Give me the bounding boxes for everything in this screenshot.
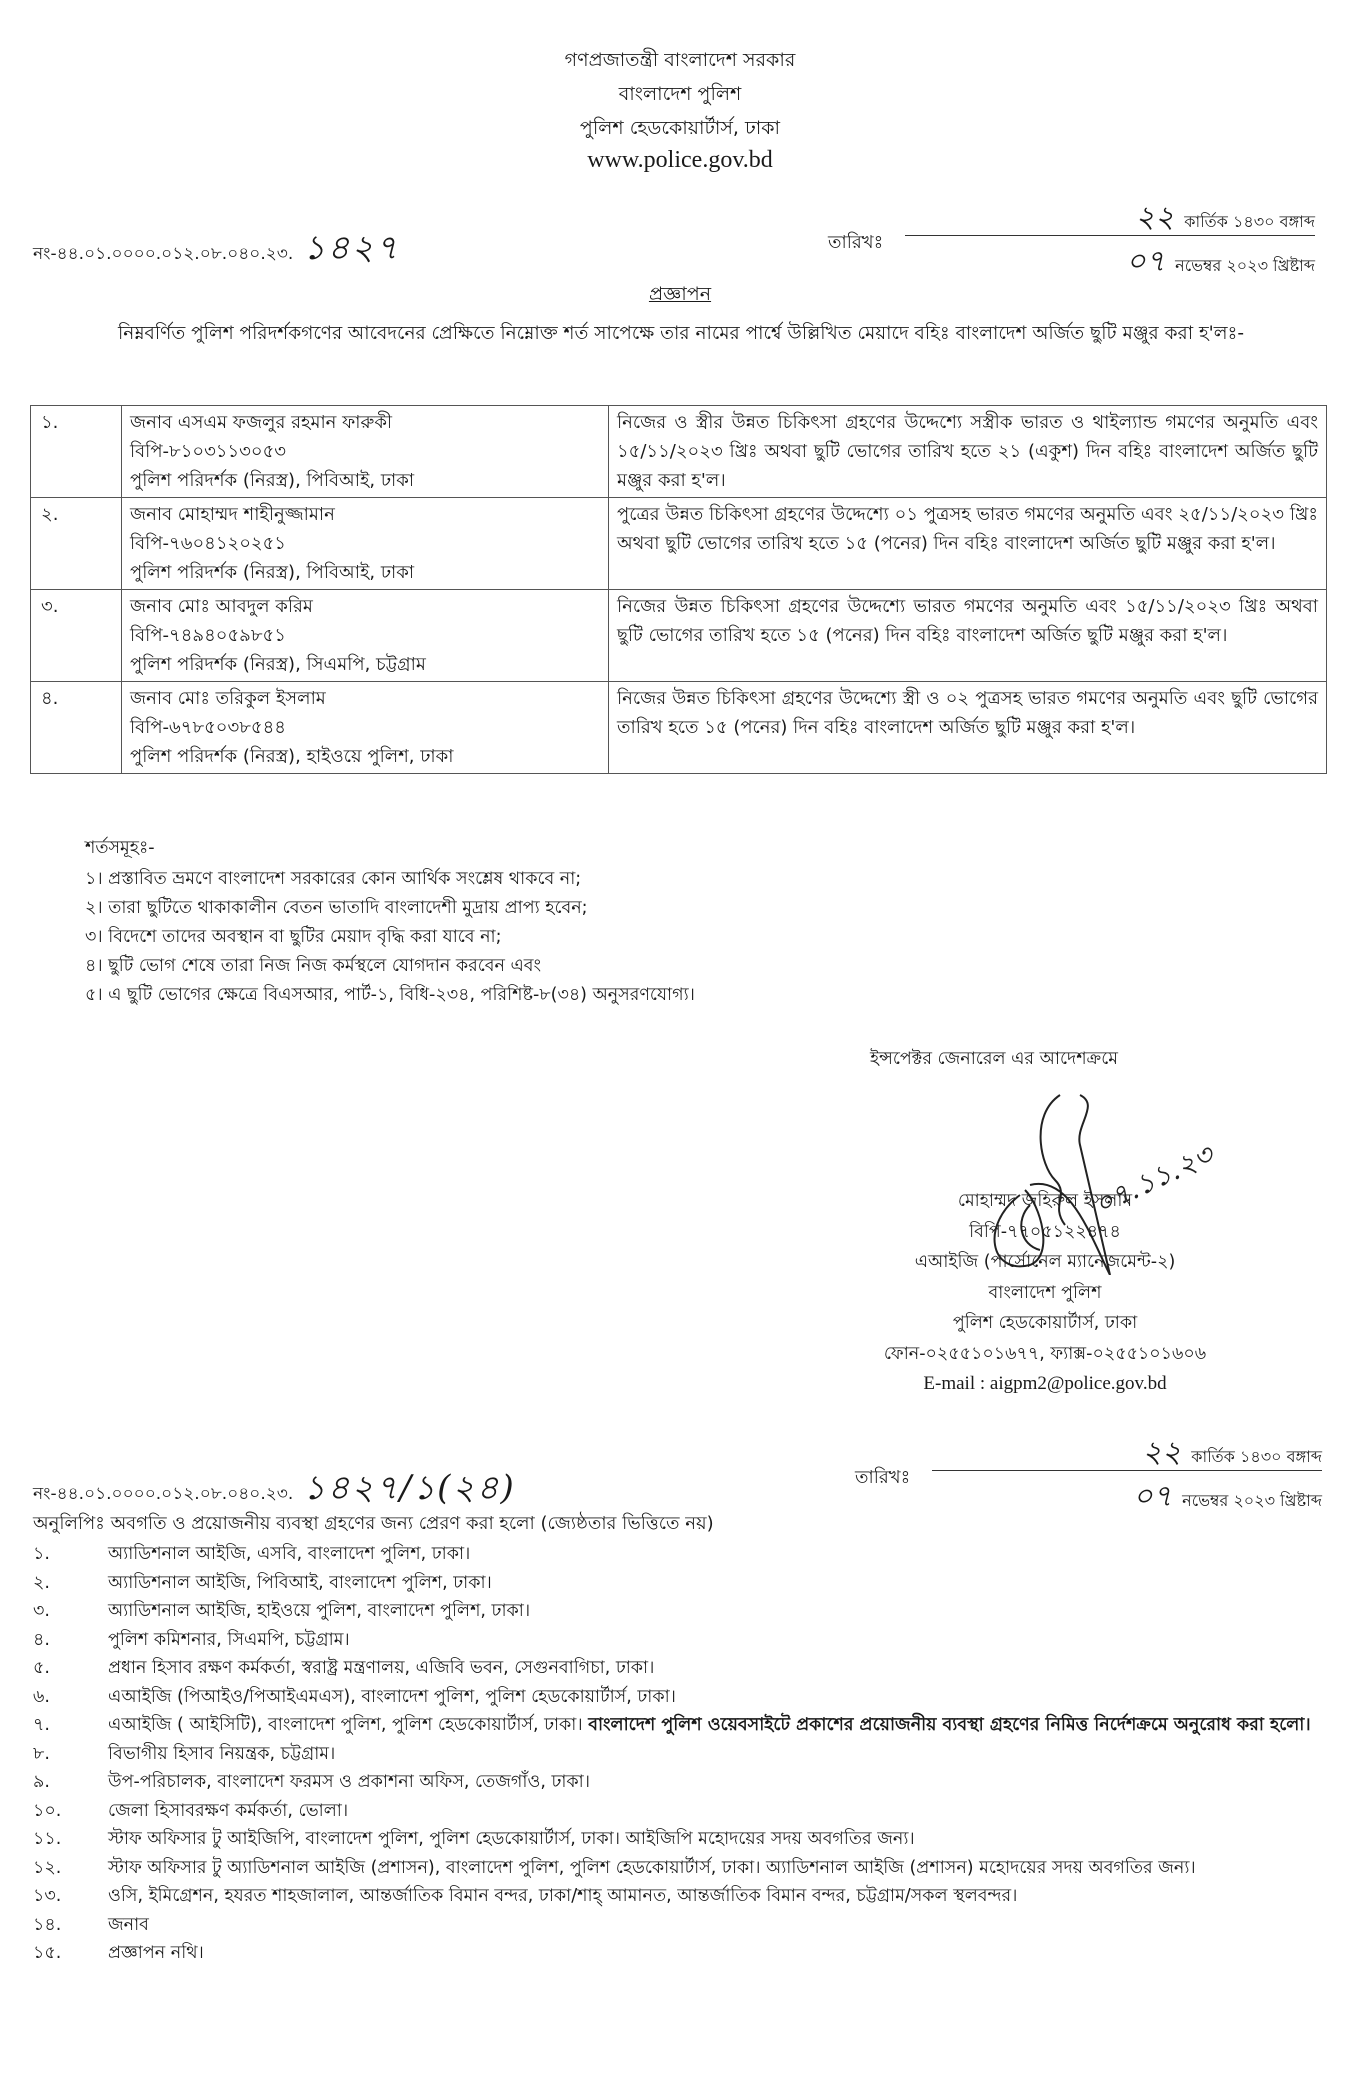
copy-to-recipient: পুলিশ কমিশনার, সিএমপি, চট্টগ্রাম। [108,1629,350,1650]
grant-serial: ২. [31,498,122,590]
officer-bp-number: বিপি-৭৬০৪১২০২৫১ [130,533,286,554]
grant-officer [122,590,609,682]
copy-date-gregorian-day: ০৭ [1133,1479,1173,1514]
signer-organization: বাংলাদেশ পুলিশ [988,1282,1102,1303]
copy-to-text [108,1683,1333,1712]
copy-memo-number-handwritten: ১৪২৭/১(২৪) [303,1468,516,1508]
copy-to-text [108,1854,1333,1883]
copy-to-item [33,1854,1333,1883]
signer-designation: এআইজি (পার্সোনেল ম্যানেজমেন্ট-২) [914,1252,1176,1272]
copy-to-text [108,1740,1333,1769]
document-title: প্রজ্ঞাপন [648,283,712,305]
officer-post: পুলিশ পরিদর্শক (নিরস্ত্র), পিবিআই, ঢাকা [130,562,415,583]
copy-to-number: ১. [33,1544,50,1564]
officer-post: পুলিশ পরিদর্শক (নিরস্ত্র), পিবিআই, ঢাকা [130,470,415,491]
date-divider [905,235,1315,236]
grant-officer [122,406,609,498]
signer-bp-number: বিপি-৭৭০৫১২২৪৭৪ [969,1221,1121,1242]
signer-office: পুলিশ হেডকোয়ার্টার্স, ঢাকা [952,1313,1138,1333]
copy-to-text [108,1882,1333,1911]
grant-details: নিজের উন্নত চিকিৎসা গ্রহণের উদ্দেশ্যে ভারত গমণের অনুমতি এবং ১৫/১১/২০২৩ খ্রিঃ অথবা ছুটি ভোগের তারিখ হতে ১৫ (পনের) দিন বহিঃ বাংলাদেশ অর্জিত ছুটি মঞ্জুর করা হ'ল। [609,590,1327,682]
copy-date-gregorian [1133,1472,1322,1523]
copy-to-item [33,1683,1333,1712]
copy-to-text [108,1797,1333,1826]
copy-to-recipient: জেলা হিসাবরক্ষণ কর্মকর্তা, ভোলা। [108,1800,349,1821]
copy-to-recipient: অ্যাডিশনাল আইজি, এসবি, বাংলাদেশ পুলিশ, ঢাকা। [108,1544,471,1564]
condition-item: ৪। ছুটি ভোগ শেষে তারা নিজ নিজ কর্মস্থলে যোগদান করবেন এবং [85,956,542,976]
grant-details: নিজের ও স্ত্রীর উন্নত চিকিৎসা গ্রহণের উদ্দেশ্যে সস্ত্রীক ভারত ও থাইল্যান্ড গমণের অনুমতি এবং ১৫/১১/২০২৩ খ্রিঃ অথবা ছুটি ভোগের তারিখ হতে ২১ (একুশ) দিন বহিঃ বাংলাদেশ অর্জিত ছুটি মঞ্জুর করা হ'ল। [609,406,1327,498]
signer-block [830,1186,1260,1400]
copy-to-number: ৯. [33,1772,50,1792]
officer-bp-number: বিপি-৬৭৮৫০৩৮৫৪৪ [130,717,286,738]
copy-to-text [108,1825,1333,1854]
grant-details: পুত্রের উন্নত চিকিৎসা গ্রহণের উদ্দেশ্যে ০১ পুত্রসহ ভারত গমণের অনুমতি এবং ২৫/১১/২০২৩ খ্রিঃ অথবা ছুটি ভোগের তারিখ হতে ১৫ (পনের) দিন বহিঃ বাংলাদেশ অর্জিত ছুটি মঞ্জুর করা হ'ল। [609,498,1327,590]
date-gregorian-day: ০৭ [1126,244,1166,279]
officer-bp-number: বিপি-৮১০৩১১৩০৫৩ [130,441,286,462]
signer-phone-fax: ফোন-০২৫৫১০১৬৭৭, ফ্যাক্স-০২৫৫১০১৬০৬ [883,1343,1207,1364]
memo-number-handwritten: ১৪২৭ [303,228,400,268]
copy-to-text [108,1569,1333,1598]
copy-to-number: ৫. [33,1658,50,1678]
condition-item: ৩। বিদেশে তাদের অবস্থান বা ছুটির মেয়াদ বৃদ্ধি করা যাবে না; [85,927,502,947]
grant-officer [122,682,609,774]
copy-date-block [932,1428,1322,1514]
header-office: পুলিশ হেডকোয়ার্টার্স, ঢাকা [579,117,781,139]
copy-to-number: ১১. [33,1829,62,1849]
memo-number [33,222,400,279]
copy-to-number: ৪. [33,1629,50,1650]
copy-to-item [33,1597,1333,1626]
copy-to-text [108,1654,1333,1683]
copy-to-number: ১৪. [33,1914,62,1935]
copy-to-number: ১৫. [33,1943,62,1963]
copy-to-recipient: অ্যাডিশনাল আইজি, পিবিআই, বাংলাদেশ পুলিশ, ঢাকা। [108,1572,492,1593]
copy-to-recipient: এআইজি ( আইসিটি), বাংলাদেশ পুলিশ, পুলিশ হেডকোয়ার্টার্স, ঢাকা। [108,1715,589,1735]
copy-to-number: ২. [33,1572,50,1593]
copy-to-recipient: এআইজি (পিআইও/পিআইএমএস), বাংলাদেশ পুলিশ, পুলিশ হেডকোয়ার্টার্স, ঢাকা। [108,1686,676,1707]
grant-serial: ১. [31,406,122,498]
header-government: গণপ্রজাতন্ত্রী বাংলাদেশ সরকার [564,49,796,71]
copy-to-text [108,1768,1333,1797]
officer-bp-number: বিপি-৭৪৯৪০৫৯৮৫১ [130,625,286,646]
copy-to-item [33,1939,1333,1968]
copy-date-bangla-day: ২২ [1142,1435,1182,1470]
copy-to-recipient: উপ-পরিচালক, বাংলাদেশ ফরমস ও প্রকাশনা অফিস, তেজগাঁও, ঢাকা। [108,1772,591,1792]
copy-to-item [33,1540,1333,1569]
copy-to-text [108,1626,1333,1655]
copy-to-text [108,1939,1333,1968]
order-line: ইন্সপেক্টর জেনারেল এর আদেশক্রমে [870,1049,1118,1069]
copy-to-number: ৩. [33,1601,50,1621]
copy-to-recipient: বিভাগীয় হিসাব নিয়ন্ত্রক, চট্টগ্রাম। [108,1743,336,1764]
copy-to-number: ৬. [33,1686,50,1707]
memo-number-prefix: নং-৪৪.০১.০০০০.০১২.০৮.০৪০.২৩. [33,244,294,264]
copy-to-recipient: জনাব [108,1914,149,1935]
date-bangla-month-year: কার্তিক ১৪৩০ বঙ্গাব্দ [1184,212,1315,231]
officer-name: জনাব মোঃ আবদুল করিম [130,596,313,617]
copy-to-item [33,1911,1333,1940]
copy-to-item [33,1569,1333,1598]
copy-memo-number-prefix: নং-৪৪.০১.০০০০.০১২.০৮.০৪০.২৩. [33,1484,294,1504]
signer-email: E-mail : aigpm2@police.gov.bd [923,1373,1167,1394]
leave-grant-table [30,405,1327,774]
grant-row [31,590,1327,682]
copy-to-item [33,1626,1333,1655]
copy-to-item [33,1654,1333,1683]
grant-serial: ৪. [31,682,122,774]
copy-to-recipient: ওসি, ইমিগ্রেশন, হযরত শাহজালাল, আন্তর্জাতিক বিমান বন্দর, ঢাকা/শাহ্ আমানত, আন্তর্জাতিক বিমান বন্দর, চট্টগ্রাম/সকল স্থলবন্দর। [108,1886,1018,1906]
copy-to-item [33,1711,1333,1740]
copy-date-divider [932,1470,1322,1471]
copy-date-label: তারিখঃ [855,1467,911,1488]
copy-to-number: ১৩. [33,1886,62,1906]
date-bangla-day: ২২ [1135,200,1175,235]
copy-to-recipient: স্টাফ অফিসার টু আইজিপি, বাংলাদেশ পুলিশ, পুলিশ হেডকোয়ার্টার্স, ঢাকা। আইজিপি মহোদয়ের সদয় অবগতির জন্য। [108,1829,915,1849]
copy-to-item [33,1797,1333,1826]
date-label: তারিখঃ [828,232,884,253]
copy-to-number: ৭. [33,1715,50,1735]
signer-name: মোহাম্মদ জহিরুল ইসলাম [957,1191,1133,1211]
copy-to-heading: অনুলিপিঃ অবগতি ও প্রয়োজনীয় ব্যবস্থা গ্রহণের জন্য প্রেরণ করা হলো (জ্যেষ্ঠতার ভিত্তিতে নয়) [33,1513,714,1534]
copy-to-number: ১২. [33,1857,62,1878]
grant-row [31,406,1327,498]
copy-to-recipient: অ্যাডিশনাল আইজি, হাইওয়ে পুলিশ, বাংলাদেশ পুলিশ, ঢাকা। [108,1601,531,1621]
copy-to-number: ১০. [33,1800,62,1821]
copy-to-text [108,1597,1333,1626]
condition-item: ২। তারা ছুটিতে থাকাকালীন বেতন ভাতাদি বাংলাদেশী মুদ্রায় প্রাপ্য হবেন; [85,898,588,918]
signature-date: ০৭.১১.২৩ [1089,1137,1219,1222]
header-website: www.police.gov.bd [587,147,773,173]
grant-row [31,498,1327,590]
copy-to-recipient: প্রধান হিসাব রক্ষণ কর্মকর্তা, স্বরাষ্ট্র মন্ত্রণালয়, এজিবি ভবন, সেগুনবাগিচা, ঢাকা। [108,1658,655,1678]
grant-serial: ৩. [31,590,122,682]
date-block [905,193,1315,279]
intro-paragraph: নিম্নবর্ণিত পুলিশ পরিদর্শকগণের আবেদনের প্রেক্ষিতে নিম্নোক্ত শর্ত সাপেক্ষে তার নামের পার্শ্বে উল্লিখিত মেয়াদে বহিঃ বাংলাদেশ অর্জিত ছুটি মঞ্জুর করা হ'লঃ- [118,323,1245,344]
grant-details: নিজের উন্নত চিকিৎসা গ্রহণের উদ্দেশ্যে স্ত্রী ও ০২ পুত্রসহ ভারত গমণের অনুমতি এবং ছুটি ভোগের তারিখ হতে ১৫ (পনের) দিন বহিঃ বাংলাদেশ অর্জিত ছুটি মঞ্জুর করা হ'ল। [609,682,1327,774]
officer-post: পুলিশ পরিদর্শক (নিরস্ত্র), হাইওয়ে পুলিশ, ঢাকা [130,746,454,767]
condition-item: ৫। এ ছুটি ভোগের ক্ষেত্রে বিএসআর, পার্ট-১, বিধি-২৩৪, পরিশিষ্ট-৮(৩৪) অনুসরণযোগ্য। [85,985,695,1005]
copy-to-list [33,1540,1333,1968]
copy-date-gregorian-month-year: নভেম্বর ২০২৩ খ্রিষ্টাব্দ [1182,1491,1322,1510]
conditions-list [85,865,695,1010]
officer-name: জনাব মোহাম্মদ শাহীনুজ্জামান [130,504,335,525]
grant-officer [122,498,609,590]
copy-to-instruction: বাংলাদেশ পুলিশ ওয়েবসাইটে প্রকাশের প্রয়োজনীয় ব্যবস্থা গ্রহণের নিমিত্ত নির্দেশক্রমে অনুরোধ করা হলো। [588,1715,1311,1735]
officer-name: জনাব এসএম ফজলুর রহমান ফারুকী [130,412,393,433]
conditions-title: শর্তসমূহঃ- [85,838,155,858]
copy-to-recipient: স্টাফ অফিসার টু অ্যাডিশনাল আইজি (প্রশাসন), বাংলাদেশ পুলিশ, পুলিশ হেডকোয়ার্টার্স, ঢাকা। অ্যাডিশনাল আইজি (প্রশাসন) মহোদয়ের সদয় অবগতির জন্য। [108,1857,1196,1878]
copy-date-bangla-month-year: কার্তিক ১৪৩০ বঙ্গাব্দ [1191,1447,1322,1466]
grant-row [31,682,1327,774]
copy-to-item [33,1882,1333,1911]
copy-to-text [108,1911,1333,1940]
copy-to-text [108,1540,1333,1569]
copy-to-number: ৮. [33,1743,50,1764]
copy-to-item [33,1768,1333,1797]
officer-name: জনাব মোঃ তরিকুল ইসলাম [130,688,326,709]
copy-to-item [33,1740,1333,1769]
header-organization: বাংলাদেশ পুলিশ [618,83,742,105]
copy-to-recipient: প্রজ্ঞাপন নথি। [108,1943,204,1963]
condition-item: ১। প্রস্তাবিত ভ্রমণে বাংলাদেশ সরকারের কোন আর্থিক সংশ্লেষ থাকবে না; [85,869,582,889]
copy-to-item [33,1825,1333,1854]
officer-post: পুলিশ পরিদর্শক (নিরস্ত্র), সিএমপি, চট্টগ্রাম [130,654,426,675]
copy-to-text [108,1711,1333,1740]
date-gregorian-month-year: নভেম্বর ২০২৩ খ্রিষ্টাব্দ [1175,256,1315,275]
